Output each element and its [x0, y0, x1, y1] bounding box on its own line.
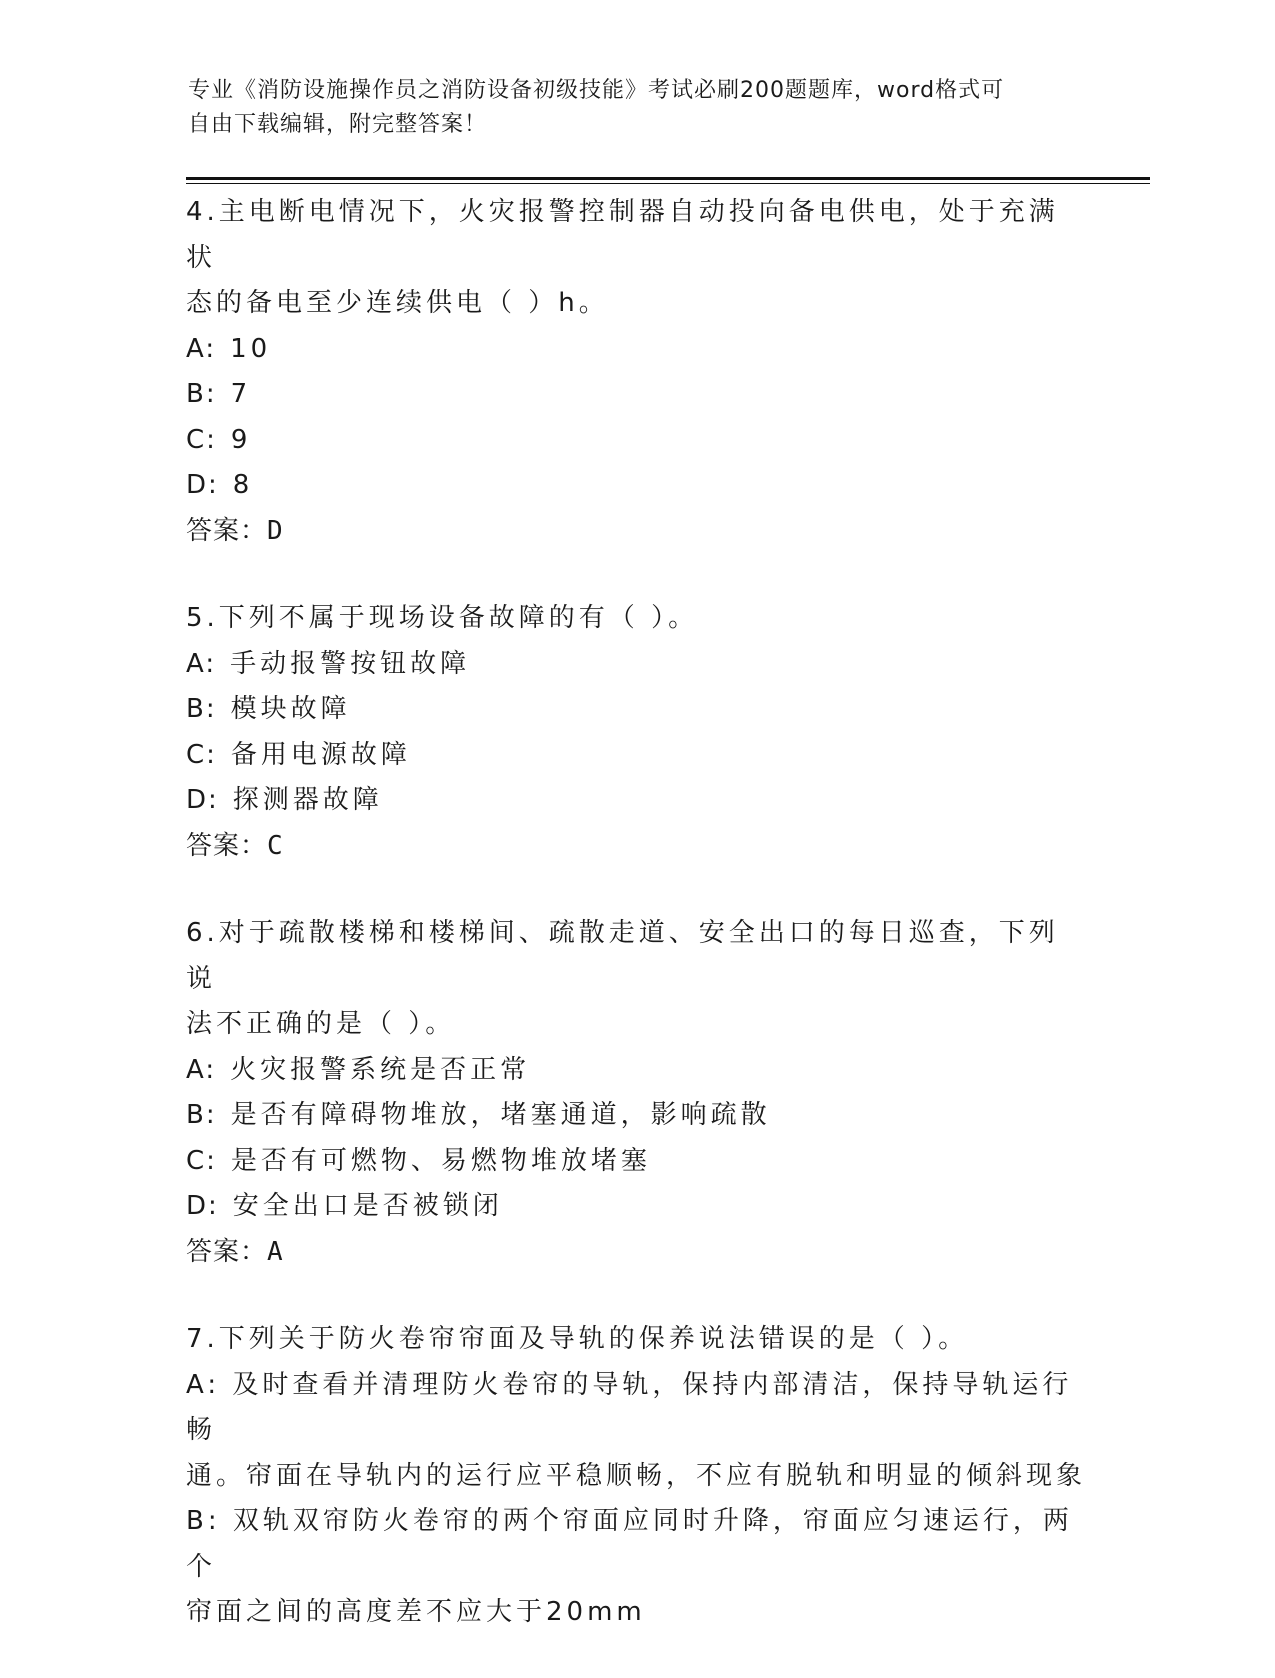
- option-letter: B:: [186, 1100, 217, 1130]
- option-text: 8: [232, 470, 254, 500]
- question-stem-line: 4.主电断电情况下，火灾报警控制器自动投向备电供电，处于充满状: [186, 197, 1059, 273]
- option-letter: B:: [186, 694, 217, 724]
- option-text: 9: [230, 424, 252, 455]
- option-c: [186, 733, 1086, 779]
- option-letter: C:: [186, 739, 217, 770]
- option-b: [186, 687, 1086, 733]
- option-line: 通。帘面在导轨内的运行应平稳顺畅，不应有脱轨和明显的倾斜现象: [186, 1460, 1087, 1491]
- question-5: [186, 596, 1086, 869]
- option-letter: D:: [186, 1191, 219, 1221]
- option-text: 安全出口是否被锁闭: [232, 1191, 503, 1221]
- header-rule-thin: [186, 183, 1150, 184]
- question-stem-line: 5.下列不属于现场设备故障的有（ ）。: [186, 603, 699, 633]
- option-text: 7: [230, 379, 252, 409]
- option-a: [186, 1048, 1086, 1094]
- option-d: [186, 778, 1086, 824]
- header-line-2: 自由下载编辑，附完整答案！: [188, 112, 488, 137]
- answer-line: 答案：D: [186, 515, 284, 546]
- option-line: 帘面之间的高度差不应大于20mm: [186, 1597, 646, 1627]
- question-4: [186, 190, 1086, 554]
- option-a: [186, 642, 1086, 688]
- header-line-1: 专业《消防设施操作员之消防设备初级技能》考试必刷200题题库，word格式可: [188, 78, 1005, 103]
- document-header: [188, 74, 1088, 142]
- option-letter: A:: [186, 1054, 217, 1085]
- option-letter: C:: [186, 1145, 217, 1176]
- question-stem-line: 态的备电至少连续供电（ ）h。: [186, 288, 609, 318]
- option-text: 手动报警按钮故障: [230, 648, 471, 679]
- header-rule-thick: [186, 177, 1150, 180]
- option-text: 是否有可燃物、易燃物堆放堵塞: [230, 1145, 651, 1176]
- option-b: [186, 1093, 1086, 1139]
- option-letter: B:: [186, 379, 217, 409]
- option-text: 是否有障碍物堆放，堵塞通道，影响疏散: [230, 1100, 771, 1130]
- option-letter: D:: [186, 785, 219, 815]
- answer-line: 答案：C: [186, 830, 284, 861]
- option-line: B: 双轨双帘防火卷帘的两个帘面应同时升降，帘面应匀速运行，两个: [186, 1506, 1073, 1582]
- option-letter: D:: [186, 470, 219, 500]
- option-letter: C:: [186, 424, 217, 455]
- option-d: [186, 1184, 1086, 1230]
- option-a: [186, 327, 1086, 373]
- question-stem-line: 6.对于疏散楼梯和楼梯间、疏散走道、安全出口的每日巡查，下列说: [186, 918, 1059, 994]
- option-line: A: 及时查看并清理防火卷帘的导轨，保持内部清洁，保持导轨运行畅: [186, 1369, 1073, 1445]
- answer-line: 答案：A: [186, 1236, 284, 1267]
- option-text: 备用电源故障: [230, 739, 411, 770]
- option-text: 探测器故障: [232, 785, 383, 815]
- question-stem-line: 7.下列关于防火卷帘帘面及导轨的保养说法错误的是（ ）。: [186, 1324, 969, 1354]
- option-letter: A:: [186, 648, 217, 679]
- question-7: [186, 1317, 1086, 1636]
- option-d: [186, 463, 1086, 509]
- option-text: 10: [230, 333, 272, 364]
- question-stem-line: 法不正确的是（ ）。: [186, 1009, 456, 1039]
- option-text: 模块故障: [230, 694, 351, 724]
- question-list: [186, 190, 1086, 1678]
- option-letter: A:: [186, 333, 217, 364]
- question-6: [186, 911, 1086, 1275]
- option-c: [186, 1139, 1086, 1185]
- option-text: 火灾报警系统是否正常: [230, 1054, 531, 1085]
- option-b: [186, 372, 1086, 418]
- option-c: [186, 418, 1086, 464]
